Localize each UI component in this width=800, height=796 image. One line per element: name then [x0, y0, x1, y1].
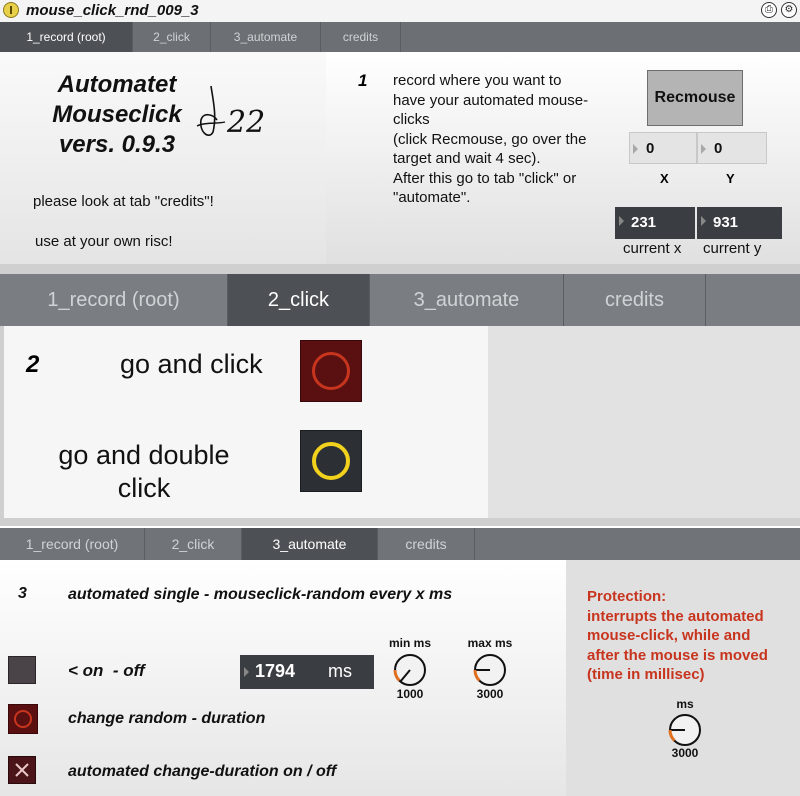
app-title-line1: Automatet — [57, 71, 177, 98]
min-ms-value: 1000 — [396, 687, 424, 701]
tab-click[interactable]: 2_click — [145, 528, 242, 560]
change-random-ring-icon — [14, 710, 32, 728]
app-title-line2: Mouseclick — [52, 101, 182, 128]
on-off-toggle[interactable] — [8, 656, 36, 684]
step-number-3: 3 — [18, 585, 27, 602]
change-random-button[interactable] — [8, 704, 38, 734]
y-label: Y — [726, 171, 735, 186]
x-label: X — [660, 171, 669, 186]
min-ms-knob[interactable] — [392, 652, 428, 688]
current-y-label: current y — [703, 240, 762, 257]
change-duration-toggle[interactable] — [8, 756, 36, 784]
tab-record[interactable]: 1_record (root) — [0, 274, 228, 326]
double-click-label-line2: click — [117, 473, 171, 503]
current-x-box — [615, 207, 695, 239]
interval-unit: ms — [328, 661, 352, 681]
signature-text: 22 — [227, 105, 266, 140]
y-number-box[interactable] — [697, 132, 767, 164]
click-button[interactable] — [300, 340, 362, 402]
tab-record[interactable]: 1_record (root) — [0, 22, 133, 52]
protection-text — [587, 587, 768, 685]
app-title-line3: vers. 0.9.3 — [58, 131, 176, 158]
tab-credits[interactable]: credits — [321, 22, 401, 52]
protection-line: interrupts the automated — [587, 607, 764, 625]
click-label: go and click — [120, 349, 263, 379]
step-number-2: 2 — [26, 351, 40, 378]
x-number-box[interactable] — [629, 132, 697, 164]
protection-line: after the mouse is moved — [587, 646, 768, 664]
instruction-line: After this go to tab "click" or — [393, 169, 577, 187]
max-ms-value: 3000 — [476, 687, 504, 701]
instruction-line: clicks — [393, 111, 430, 128]
interval-number-box[interactable] — [240, 655, 374, 689]
max-ms-knob[interactable] — [472, 652, 508, 688]
protection-ms-label: ms — [676, 697, 694, 711]
interval-value: 1794 — [255, 661, 296, 681]
click-ring-icon — [312, 352, 350, 390]
tab-automate[interactable]: 3_automate — [211, 22, 321, 52]
tab-credits[interactable]: credits — [378, 528, 475, 560]
y-value: 0 — [714, 140, 723, 157]
instruction-line: have your automated mouse- — [393, 91, 589, 109]
change-duration-label: automated change-duration on / off — [68, 763, 337, 780]
recmouse-button[interactable]: Recmouse — [647, 70, 743, 126]
risk-note: use at your own risc! — [35, 233, 173, 250]
print-icon[interactable]: ⎙ — [761, 2, 777, 18]
max-ms-label: max ms — [467, 636, 513, 650]
credits-note: please look at tab "credits"! — [33, 193, 214, 210]
instruction-line: (click Recmouse, go over the — [393, 130, 587, 148]
click-panel-empty — [488, 326, 800, 518]
title-bar — [0, 0, 800, 23]
protection-ms-knob[interactable] — [667, 712, 703, 748]
settings-icon[interactable]: ⚙ — [781, 2, 797, 18]
protection-line: mouse-click, while and — [587, 627, 751, 644]
double-click-label-line1: go and double — [58, 440, 230, 470]
instruction-line: "automate". — [393, 189, 471, 206]
current-x-value: 231 — [631, 214, 657, 231]
double-click-button[interactable] — [300, 430, 362, 492]
on-off-label: < on - off — [68, 661, 145, 680]
change-random-label: change random - duration — [68, 710, 266, 727]
signature — [195, 82, 295, 144]
step-number-1: 1 — [358, 71, 368, 90]
tab-click[interactable]: 2_click — [133, 22, 211, 52]
record-instructions — [393, 71, 588, 208]
tab-automate[interactable]: 3_automate — [370, 274, 564, 326]
tab-bar-2 — [0, 274, 800, 326]
current-y-value: 931 — [713, 214, 739, 231]
close-x-icon — [13, 761, 31, 779]
current-x-label: current x — [623, 240, 682, 257]
tab-bar-3 — [0, 528, 800, 560]
protection-title: Protection: — [587, 588, 667, 605]
protection-line: (time in millisec) — [587, 666, 705, 683]
double-click-ring-icon — [312, 442, 350, 480]
power-icon[interactable] — [3, 2, 19, 18]
tab-automate[interactable]: 3_automate — [242, 528, 378, 560]
tab-bar-1 — [0, 22, 800, 52]
instruction-line: target and wait 4 sec). — [393, 150, 541, 167]
window-title: mouse_click_rnd_009_3 — [26, 2, 199, 19]
x-value: 0 — [646, 140, 655, 157]
current-y-box — [697, 207, 782, 239]
min-ms-label: min ms — [388, 636, 431, 650]
tab-record[interactable]: 1_record (root) — [0, 528, 145, 560]
tab-click[interactable]: 2_click — [228, 274, 370, 326]
tab-credits[interactable]: credits — [564, 274, 706, 326]
protection-ms-value: 3000 — [671, 746, 699, 760]
instruction-line: record where you want to — [393, 72, 562, 89]
double-click-label — [54, 439, 234, 505]
automate-heading: automated single - mouseclick-random every x ms — [68, 586, 453, 603]
